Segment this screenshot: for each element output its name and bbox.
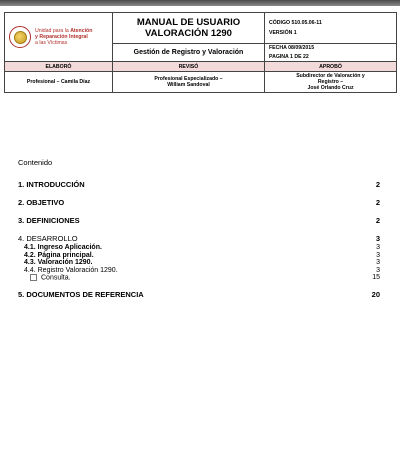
- toc-item-registro-valoracion[interactable]: 4.4. Registro Valoración 1290. 3: [24, 266, 380, 274]
- toc-item-objetivo[interactable]: 2. OBJETIVO 2: [18, 198, 380, 207]
- document-title: MANUAL DE USUARIO VALORACIÓN 1290: [113, 13, 265, 44]
- signer-reviso: Profesional Especializado – William Sandoval: [113, 72, 265, 93]
- logo-cell: [5, 13, 113, 62]
- toc-item-consulta[interactable]: Consulta. 15: [18, 274, 380, 282]
- doc-date: FECHA 08/09/2015: [269, 45, 315, 51]
- role-aprobo: APROBÓ: [265, 62, 397, 72]
- toc-item-definiciones[interactable]: 3. DEFINICIONES 2: [18, 216, 380, 225]
- toc-item-introduccion[interactable]: 1. INTRODUCCIÓN 2: [18, 180, 380, 189]
- doc-version: VERSIÓN 1: [269, 30, 297, 36]
- doc-code-version: [265, 13, 397, 44]
- doc-code: CÓDIGO 510.05.06-11: [269, 20, 322, 26]
- logo-text: Unidad para la Atención y Reparación Integral a las Víctimas: [35, 28, 93, 46]
- signer-elaboro: Profesional – Camila Díaz: [5, 72, 113, 93]
- document-page: [0, 6, 400, 450]
- toc-item-desarrollo[interactable]: 4. DESARROLLO 3: [18, 234, 380, 243]
- document-subtitle: Gestión de Registro y Valoración: [113, 44, 265, 62]
- toc-item-pagina-principal[interactable]: 4.2. Página principal. 3: [24, 251, 380, 259]
- role-reviso: REVISÓ: [113, 62, 265, 72]
- toc-item-documentos-referencia[interactable]: 5. DOCUMENTOS DE REFERENCIA 20: [18, 289, 380, 299]
- doc-page: PAGINA 1 DE 22: [269, 54, 309, 60]
- toc-item-ingreso-aplicacion[interactable]: 4.1. Ingreso Aplicación. 3: [24, 244, 380, 251]
- contents-heading: Contenido: [18, 158, 53, 167]
- header-table: [4, 12, 397, 93]
- role-elaboro: ELABORÓ: [5, 62, 113, 72]
- signer-aprobo: Subdirector de Valoración y Registro – José Orlando Cruz: [265, 72, 397, 93]
- bullet-box-icon: [30, 274, 37, 281]
- doc-date-page: [265, 44, 397, 62]
- toc-item-valoracion-1290[interactable]: 4.3. Valoración 1290. 3: [24, 259, 380, 266]
- table-of-contents: [18, 158, 380, 299]
- logo-seal-icon: [9, 26, 31, 48]
